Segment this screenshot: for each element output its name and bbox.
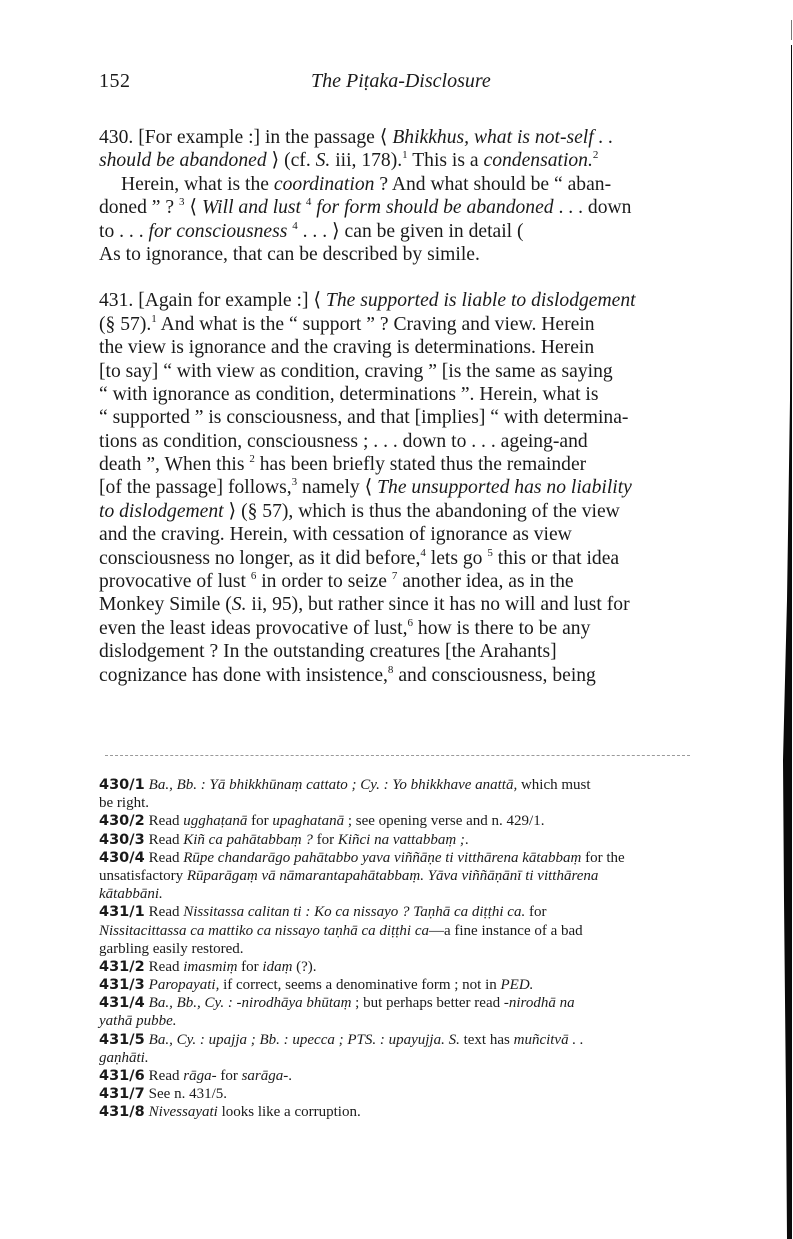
text-run: 430. [For example :] in the passage ⟨ <box>99 127 393 148</box>
text-run: See n. 431/5. <box>148 1086 227 1103</box>
footnote-marker: 2 <box>592 149 599 162</box>
text-run: consciousness no longer, as it did before, <box>99 547 421 569</box>
text-line <box>99 220 793 243</box>
text-run: Read <box>148 849 184 866</box>
text-run: cognizance has done with insistence, <box>99 664 388 686</box>
text-line <box>99 523 793 546</box>
text-run: “ supported ” is consciousness, and that [implies] “ with determina- <box>99 407 629 429</box>
italic-text-run: Ba., Cy. : upajja ; Bb. : upecca ; PTS. : upayujja. S. <box>148 1031 460 1048</box>
footnote-continuation <box>99 940 793 958</box>
footnote <box>99 1067 793 1085</box>
footnote-marker: 3 <box>178 196 185 209</box>
scan-edge-shadow <box>779 0 793 1239</box>
text-run: the view is ignorance and the craving is determinations. Herein <box>99 337 595 359</box>
text-line <box>99 243 793 266</box>
text-line <box>99 476 793 499</box>
text-run: ⟨ <box>184 197 202 219</box>
footnote <box>99 1085 793 1103</box>
italic-text-run: -nirodhā na <box>503 995 575 1012</box>
italic-text-run: to dislodgement <box>99 500 224 522</box>
footnote-marker: 4 <box>420 546 426 559</box>
text-run: lets go <box>425 547 488 569</box>
text-run: [to say] “ with view as condition, craving ” [is the same as saying <box>99 360 613 382</box>
text-run: ; but perhaps better read <box>351 995 504 1012</box>
text-run: and consciousness, being <box>393 664 596 686</box>
running-head <box>99 70 739 100</box>
italic-text-run: Ba., Bb., Cy. : -nirodhāya bhūtaṃ <box>148 995 352 1012</box>
footnote-continuation <box>99 794 793 812</box>
text-run: namely ⟨ <box>297 477 378 499</box>
footnote-reference: 431/6 <box>99 1068 145 1084</box>
italic-text-run: Ba., Bb. : Yā bhikkhūnaṃ cattato ; Cy. : Yo bhikkhave anattā, <box>148 777 518 793</box>
footnote <box>99 903 793 921</box>
text-run: even the least ideas provocative of lust, <box>99 617 408 639</box>
text-run: Monkey Simile ( <box>99 594 232 616</box>
footnote-continuation <box>99 1012 793 1030</box>
text-run: Read <box>148 813 184 830</box>
italic-text-run: idaṃ <box>262 958 293 975</box>
text-line <box>99 570 793 593</box>
italic-text-run: should be abandoned <box>99 150 267 172</box>
text-run: “ with ignorance as condition, determinations ”. Herein, what is <box>99 383 599 405</box>
text-run: has been briefly stated thus the remainder <box>254 454 587 476</box>
text-run: Herein, what is the <box>121 173 274 195</box>
italic-text-run: muñcitvā . . <box>513 1031 584 1048</box>
italic-text-run: Paropayati, <box>148 977 220 994</box>
text-run: . . . ⟩ can be given in detail ( <box>297 220 524 242</box>
scan-edge-graphic <box>779 0 793 1239</box>
footnote <box>99 849 793 867</box>
italic-text-run: The unsupported has no liability <box>377 477 632 499</box>
footnote-reference: 431/1 <box>99 904 145 921</box>
text-run: doned ” ? <box>99 197 179 219</box>
text-line <box>99 126 793 149</box>
text-run: this or that idea <box>492 547 620 569</box>
italic-text-run: ugghaṭanā <box>183 813 248 830</box>
text-line <box>99 149 793 172</box>
footnote-reference: 431/4 <box>99 995 145 1012</box>
text-run: tions as condition, consciousness ; . . . down to . . . ageing-and <box>99 430 588 452</box>
text-run: for <box>312 831 338 848</box>
italic-text-run: kātabbāni. <box>99 886 163 903</box>
footnote <box>99 776 793 794</box>
text-run: looks like a corruption. <box>217 1104 361 1121</box>
text-run: (?). <box>292 958 317 975</box>
footnote-marker: 8 <box>387 663 394 676</box>
text-run: ⟩ (§ 57), which is thus the abandoning of the view <box>223 500 620 522</box>
paragraph-gap <box>99 266 793 289</box>
main-text <box>99 126 793 687</box>
footnote-reference: 431/7 <box>99 1086 145 1103</box>
text-run: if correct, seems a denominative form ; not in <box>219 977 501 994</box>
text-line <box>99 640 793 663</box>
text-run: for <box>237 958 263 975</box>
text-line <box>99 547 793 570</box>
text-run: to . . . <box>99 220 149 242</box>
italic-text-run: sarāga- <box>241 1068 289 1084</box>
text-run: . <box>464 831 469 848</box>
footnote-reference: 430/4 <box>99 849 145 866</box>
italic-text-run: S. <box>315 150 331 172</box>
footnote-continuation <box>99 885 793 903</box>
footnote-marker: 4 <box>305 196 312 209</box>
text-line <box>99 430 793 453</box>
italic-text-run: Nissitassa calitan ti : Ko ca nissayo ? Taṇhā ca diṭṭhi ca. <box>183 904 526 921</box>
italic-text-run: S. <box>231 594 247 616</box>
italic-text-run: PED. <box>500 977 534 994</box>
footnote-separator <box>105 755 690 756</box>
text-run: —a fine instance of a bad <box>428 922 583 939</box>
footnote <box>99 976 793 994</box>
text-run: Read <box>148 1068 184 1084</box>
italic-text-run: Rūparāgaṃ vā nāmarantapahātabbaṃ. Yāva viññāṇānī ti vitthārena <box>186 867 599 884</box>
text-run: garbling easily restored. <box>99 940 244 957</box>
text-run: ? And what should be “ aban- <box>374 173 612 195</box>
text-line <box>99 453 793 476</box>
text-run: iii, 178). <box>330 150 403 172</box>
text-run: Read <box>148 904 184 921</box>
text-run: And what is the “ support ” ? Craving and view. Herein <box>156 313 595 335</box>
italic-text-run: imasmiṃ <box>183 958 238 975</box>
text-line <box>99 196 793 219</box>
text-run: [of the passage] follows, <box>99 477 292 499</box>
footnote-marker: 1 <box>151 312 157 325</box>
footnote-marker: 5 <box>487 546 493 559</box>
text-line <box>99 336 793 359</box>
italic-text-run: Kiñ ca pahātabbaṃ ? <box>183 831 313 848</box>
italic-text-run: Bhikkhus, what is not-self . . <box>392 127 614 148</box>
italic-text-run: condensation. <box>483 150 593 172</box>
footnote-marker: 7 <box>391 570 398 583</box>
text-run: (§ 57). <box>99 313 152 335</box>
text-run: . <box>288 1068 292 1084</box>
italic-text-run: Kiñci na vattabbaṃ ; <box>337 831 465 848</box>
text-run: text has <box>459 1031 514 1048</box>
text-run: . . . down <box>553 197 632 219</box>
text-run: death ”, When this <box>99 454 250 476</box>
footnote-continuation <box>99 867 793 885</box>
text-line <box>99 383 793 406</box>
italic-text-run: yathā pubbe. <box>99 1013 177 1030</box>
text-line <box>99 313 793 336</box>
text-run: Read <box>148 958 184 975</box>
text-line <box>99 360 793 383</box>
text-line <box>99 664 793 687</box>
text-run: ii, 95), but rather since it has no will and lust for <box>246 594 630 616</box>
text-line <box>99 289 793 312</box>
footnote-continuation <box>99 922 793 940</box>
text-run: be right. <box>99 795 149 812</box>
italic-text-run: Will and lust <box>201 197 306 219</box>
footnote-marker: 6 <box>407 616 413 629</box>
text-run: another idea, as in the <box>397 571 574 593</box>
text-run: which must <box>517 777 591 793</box>
italic-text-run: Nivessayati <box>148 1104 218 1121</box>
footnote-marker: 3 <box>291 476 298 489</box>
footnotes <box>99 776 793 1122</box>
footnote-reference: 430/2 <box>99 813 145 830</box>
footnote-continuation <box>99 1049 793 1067</box>
text-run: provocative of lust <box>99 571 251 593</box>
footnote-marker: 2 <box>249 453 255 466</box>
footnote <box>99 1103 793 1121</box>
text-run: ⟩ (cf. <box>266 150 316 172</box>
page-number: 152 <box>99 70 131 92</box>
text-run: As to ignorance, that can be described by simile. <box>99 243 480 265</box>
text-run: for <box>247 813 273 830</box>
footnote-reference: 431/3 <box>99 977 145 994</box>
footnote-reference: 430/1 <box>99 777 145 793</box>
italic-text-run: for consciousness <box>148 220 293 242</box>
running-title: The Piṭaka-Disclosure <box>311 70 491 92</box>
text-run: how is there to be any <box>413 617 591 639</box>
footnote <box>99 831 793 849</box>
footnote <box>99 1031 793 1049</box>
text-run: dislodgement ? In the outstanding creatures [the Arahants] <box>99 641 557 663</box>
text-line <box>99 500 793 523</box>
italic-text-run: gaṇhāti. <box>99 1049 149 1066</box>
text-line <box>99 593 793 616</box>
text-line <box>99 173 793 196</box>
text-line <box>99 617 793 640</box>
footnote-marker: 4 <box>292 219 298 232</box>
text-run: for <box>216 1068 242 1084</box>
footnote-reference: 430/3 <box>99 831 145 848</box>
footnote <box>99 958 793 976</box>
italic-text-run: for form should be abandoned <box>311 197 554 219</box>
text-run: unsatisfactory <box>99 867 187 884</box>
footnote-reference: 431/8 <box>99 1104 145 1121</box>
italic-text-run: Rūpe chandarāgo pahātabbo yava viññāṇe ti vitthārena kātabbaṃ <box>183 849 582 866</box>
italic-text-run: rāga- <box>183 1068 217 1084</box>
text-run: Read <box>148 831 184 848</box>
footnote-marker: 6 <box>250 570 257 583</box>
italic-text-run: coordination <box>273 173 375 195</box>
italic-text-run: Nissitacittassa ca mattiko ca nissayo taṇhā ca diṭṭhi ca <box>99 922 429 939</box>
text-line <box>99 406 793 429</box>
text-run: in order to seize <box>256 571 392 593</box>
text-run: ; see opening verse and n. 429/1. <box>344 813 545 830</box>
text-run: for the <box>581 849 625 866</box>
text-run: and the craving. Herein, with cessation of ignorance as view <box>99 524 572 546</box>
text-run: This is a <box>407 150 484 172</box>
italic-text-run: The supported is liable to dislodgement <box>325 290 636 312</box>
text-run: for <box>525 904 547 921</box>
footnote-reference: 431/2 <box>99 958 145 975</box>
footnote <box>99 812 793 830</box>
footnote-reference: 431/5 <box>99 1031 145 1048</box>
footnote <box>99 994 793 1012</box>
text-run: 431. [Again for example :] ⟨ <box>99 290 326 312</box>
footnote-marker: 1 <box>402 149 408 162</box>
italic-text-run: upaghatanā <box>272 813 345 830</box>
